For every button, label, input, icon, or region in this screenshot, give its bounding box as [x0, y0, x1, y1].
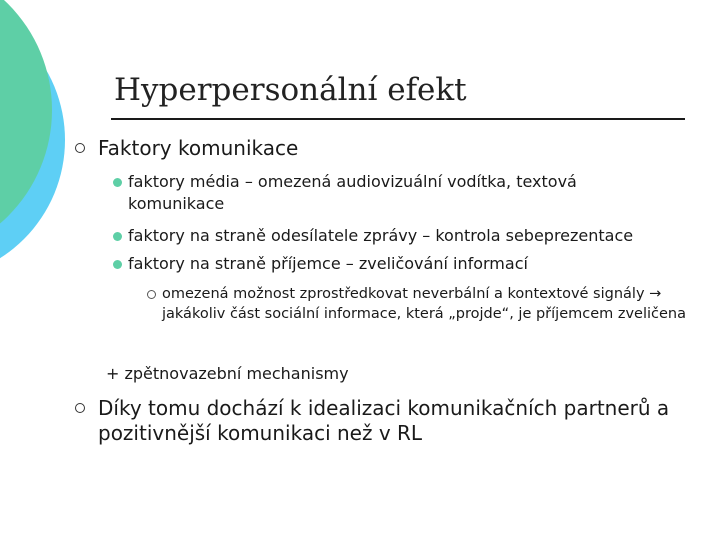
filled-circle-bullet-icon: [113, 232, 122, 241]
filled-circle-bullet-icon: [113, 178, 122, 187]
sub-point-sender-factors: faktory na straně odesílatele zprávy – kontrola sebeprezentace: [128, 226, 634, 245]
hollow-circle-bullet-icon: [75, 403, 85, 413]
slide-title: Hyperpersonální efekt: [114, 72, 467, 108]
hollow-circle-bullet-icon: [147, 290, 156, 299]
bullet-point-idealization: Díky tomu dochází k idealizaci komunikačních partnerů a pozitivnější komunikaci než v RL: [98, 396, 670, 445]
sub-point-receiver-factors: faktory na straně příjemce – zveličování informací: [128, 254, 528, 273]
sub-point-media-factors: faktory média – omezená audiovizuální vodítka, textová komunikace: [128, 172, 577, 213]
filled-circle-bullet-icon: [113, 260, 122, 269]
decorative-circles: [0, 0, 80, 300]
feedback-mechanisms-note: + zpětnovazební mechanismy: [106, 364, 349, 383]
sub-sub-point-nonverbal-signals: omezená možnost zprostředkovat neverbální a kontextové signály → jakákoliv část sociální informace, která „projde“, je příjemcem zveličena: [162, 286, 687, 322]
hollow-circle-bullet-icon: [75, 143, 85, 153]
bullet-point-factors: Faktory komunikace: [98, 136, 299, 160]
title-underline: [111, 118, 685, 120]
